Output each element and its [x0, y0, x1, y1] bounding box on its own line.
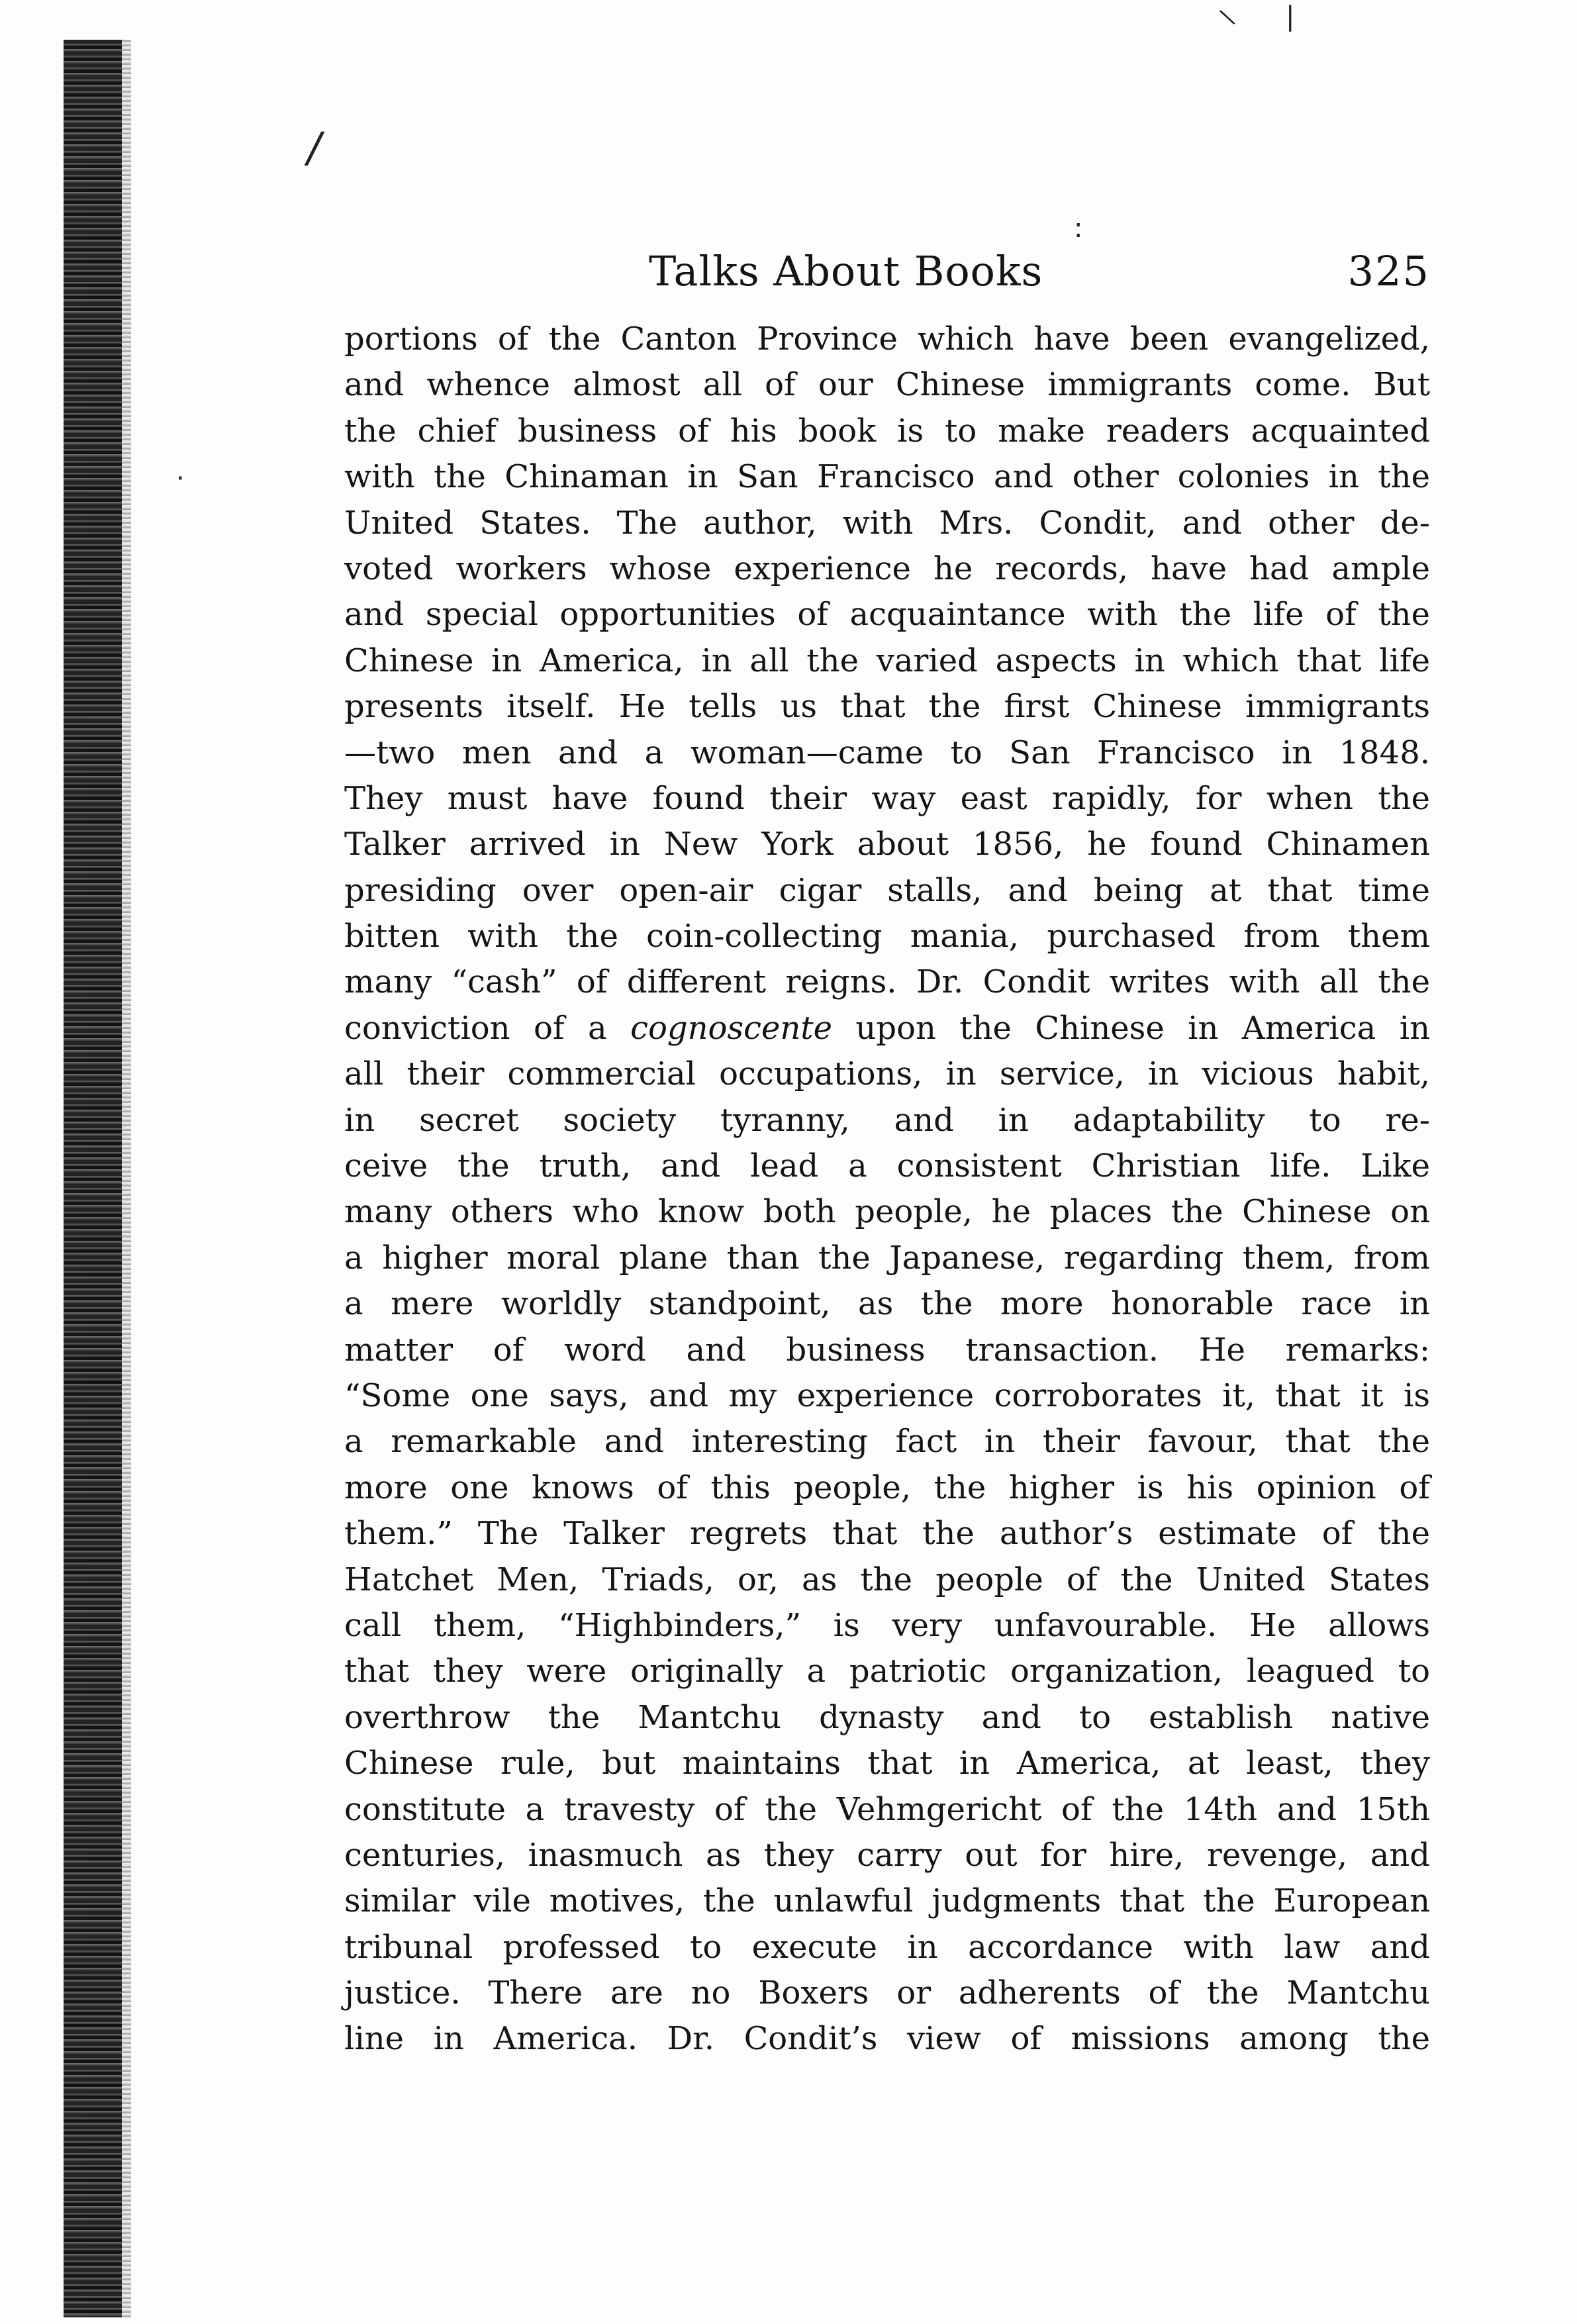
text-line: a higher moral plane than the Japanese, regarding them, from	[344, 1239, 1430, 1277]
text-line: them.” The Talker regrets that the author’s estimate of the	[344, 1515, 1430, 1553]
text-line: They must have found their way east rapidly, for when the	[344, 779, 1430, 817]
page-number: 325	[1347, 247, 1430, 295]
text-line: portions of the Canton Province which have been evangelized,	[344, 320, 1430, 358]
body-text	[344, 316, 1430, 2062]
text-line: constitute a travesty of the Vehmgericht of the 14th and 15th	[344, 1790, 1430, 1828]
running-title: Talks About Books	[649, 247, 1043, 295]
text-line: Chinese rule, but maintains that in America, at least, they	[344, 1745, 1430, 1782]
text-line: bitten with the coin-collecting mania, purchased from them	[344, 918, 1430, 955]
text-line: many “cash” of different reigns. Dr. Condit writes with all the	[344, 963, 1430, 1001]
text-line: more one knows of this people, the higher is his opinion of	[344, 1469, 1430, 1506]
text-line: Talker arrived in New York about 1856, he found Chinamen	[344, 826, 1430, 863]
binding-edge	[64, 40, 122, 2317]
text-line: line in America. Dr. Condit’s view of missions among the	[344, 2020, 1430, 2058]
running-head	[344, 245, 1430, 298]
text-line: all their commercial occupations, in service, in vicious habit,	[344, 1055, 1430, 1093]
scan-mark-slash: /	[307, 123, 321, 171]
text-line: and whence almost all of our Chinese immigrants come. But	[344, 366, 1430, 404]
scan-mark-bar: |	[1286, 1, 1295, 32]
text-line: similar vile motives, the unlawful judgments that the European	[344, 1882, 1430, 1920]
text-run: upon the Chinese in America in	[832, 1009, 1430, 1047]
scan-mark-tick: \	[1217, 3, 1237, 31]
text-line: ceive the truth, and lead a consistent Christian life. Like	[344, 1147, 1430, 1185]
text-line: many others who know both people, he places the Chinese on	[344, 1193, 1430, 1231]
text-line: and special opportunities of acquaintance with the life of the	[344, 596, 1430, 634]
text-line: call them, “Highbinders,” is very unfavourable. He allows	[344, 1606, 1430, 1644]
text-line: tribunal professed to execute in accordance with law and	[344, 1928, 1430, 1966]
scan-mark-dot: ·	[176, 463, 185, 494]
text-line: with the Chinaman in San Francisco and other colonies in the	[344, 458, 1430, 496]
text-line: the chief business of his book is to make readers acquainted	[344, 412, 1430, 450]
text-run: conviction of a	[344, 1009, 631, 1047]
text-line	[344, 1006, 1430, 1051]
text-line: voted workers whose experience he records, have had ample	[344, 550, 1430, 587]
text-line: that they were originally a patriotic organization, leagued to	[344, 1653, 1430, 1690]
text-line: “Some one says, and my experience corroborates it, that it is	[344, 1377, 1430, 1414]
text-line: presiding over open-air cigar stalls, and being at that time	[344, 871, 1430, 909]
text-line: in secret society tyranny, and in adaptability to re-	[344, 1101, 1430, 1139]
scan-mark-colon: :	[1074, 213, 1083, 244]
text-line: presents itself. He tells us that the first Chinese immigrants	[344, 688, 1430, 726]
text-line: justice. There are no Boxers or adherents of the Mantchu	[344, 1974, 1430, 2012]
text-line: centuries, inasmuch as they carry out for hire, revenge, and	[344, 1836, 1430, 1874]
text-line: a remarkable and interesting fact in their favour, that the	[344, 1423, 1430, 1461]
text-line: Hatchet Men, Triads, or, as the people of the United States	[344, 1561, 1430, 1598]
text-line: overthrow the Mantchu dynasty and to establish native	[344, 1698, 1430, 1736]
text-line: —two men and a woman—came to San Francisco in 1848.	[344, 734, 1430, 771]
text-line: Chinese in America, in all the varied aspects in which that life	[344, 642, 1430, 679]
text-line: matter of word and business transaction. He remarks:	[344, 1331, 1430, 1369]
italic-word: cognoscente	[630, 1009, 832, 1047]
text-line: a mere worldly standpoint, as the more honorable race in	[344, 1285, 1430, 1323]
text-line: United States. The author, with Mrs. Condit, and other de-	[344, 504, 1430, 542]
